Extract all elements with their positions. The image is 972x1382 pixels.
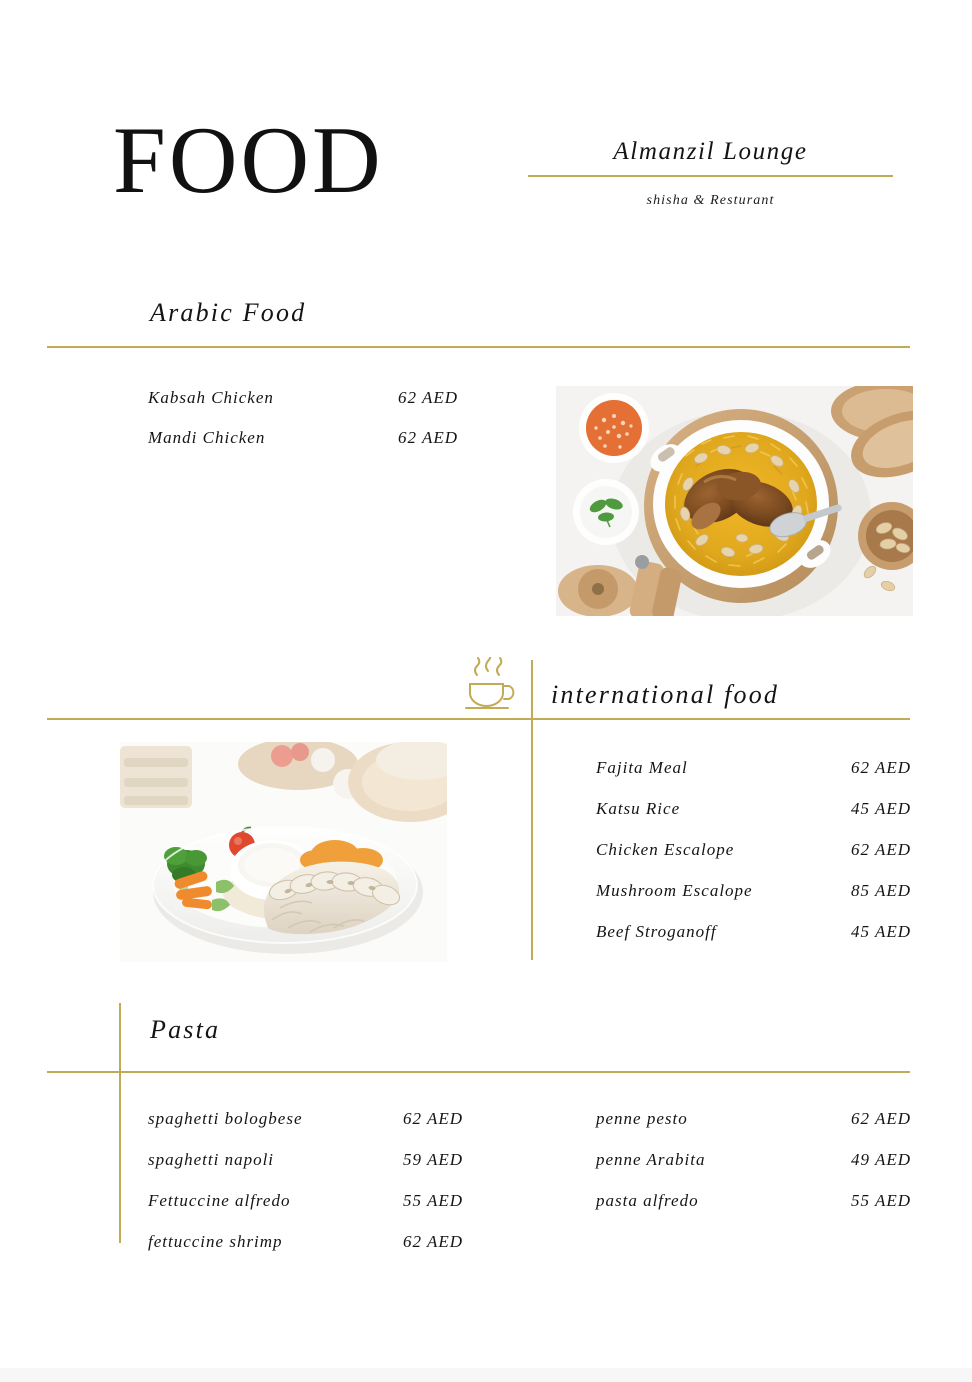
menu-item (596, 922, 911, 942)
item-price: 55 AED (851, 1191, 911, 1210)
item-name: Kabsah Chicken (148, 388, 274, 407)
item-price: 62 AED (398, 428, 458, 447)
pasta-item-list-right (596, 1109, 911, 1232)
arabic-food-item-list (148, 388, 478, 448)
item-price: 62 AED (403, 1232, 463, 1251)
arabic-food-photo (556, 386, 913, 616)
brand-name: Almanzil Lounge (613, 138, 808, 165)
coffee-cup-icon (459, 657, 521, 715)
menu-item (148, 388, 478, 408)
item-price: 85 AED (851, 881, 911, 900)
item-name: Mushroom Escalope (596, 881, 753, 900)
menu-item (596, 1191, 911, 1211)
section-divider-arabic (47, 346, 910, 348)
item-price: 62 AED (851, 840, 911, 859)
section-divider-pasta (47, 1071, 910, 1073)
item-name: pasta alfredo (596, 1191, 699, 1210)
item-name: spaghetti bologbese (148, 1109, 303, 1128)
section-divider-international (47, 718, 910, 720)
item-name: penne Arabita (596, 1150, 706, 1169)
pasta-vertical-divider (119, 1003, 121, 1243)
menu-item (596, 1150, 911, 1170)
item-price: 62 AED (851, 758, 911, 777)
item-name: Chicken Escalope (596, 840, 735, 859)
item-price: 59 AED (403, 1150, 463, 1169)
item-name: fettuccine shrimp (148, 1232, 283, 1251)
section-title-pasta: Pasta (150, 1015, 221, 1044)
menu-item (148, 1150, 463, 1170)
menu-item (596, 799, 911, 819)
page-bottom-edge (0, 1368, 972, 1382)
item-price: 62 AED (398, 388, 458, 407)
menu-item (148, 1191, 463, 1211)
menu-item (148, 1109, 463, 1129)
brand-block (528, 138, 893, 209)
item-price: 45 AED (851, 922, 911, 941)
item-price: 49 AED (851, 1150, 911, 1169)
menu-item (596, 881, 911, 901)
menu-item (148, 1232, 463, 1252)
menu-item (596, 840, 911, 860)
international-vertical-divider (531, 660, 533, 960)
menu-item (596, 758, 911, 778)
international-food-item-list (596, 758, 911, 963)
item-name: penne pesto (596, 1109, 688, 1128)
item-name: Fajita Meal (596, 758, 688, 777)
item-name: spaghetti napoli (148, 1150, 275, 1169)
item-price: 45 AED (851, 799, 911, 818)
item-name: Fettuccine alfredo (148, 1191, 291, 1210)
item-name: Mandi Chicken (148, 428, 266, 447)
item-name: Katsu Rice (596, 799, 681, 818)
brand-divider (528, 175, 893, 177)
item-name: Beef Stroganoff (596, 922, 717, 941)
section-title-arabic-food: Arabic Food (150, 298, 307, 327)
menu-item (148, 428, 478, 448)
page-title: FOOD (113, 107, 384, 213)
menu-item (596, 1109, 911, 1129)
item-price: 62 AED (403, 1109, 463, 1128)
menu-header (0, 0, 972, 250)
international-food-photo (120, 742, 447, 962)
pasta-item-list-left (148, 1109, 463, 1273)
brand-subtitle: shisha & Resturant (646, 193, 775, 208)
item-price: 62 AED (851, 1109, 911, 1128)
item-price: 55 AED (403, 1191, 463, 1210)
section-title-international-food: international food (551, 680, 780, 709)
